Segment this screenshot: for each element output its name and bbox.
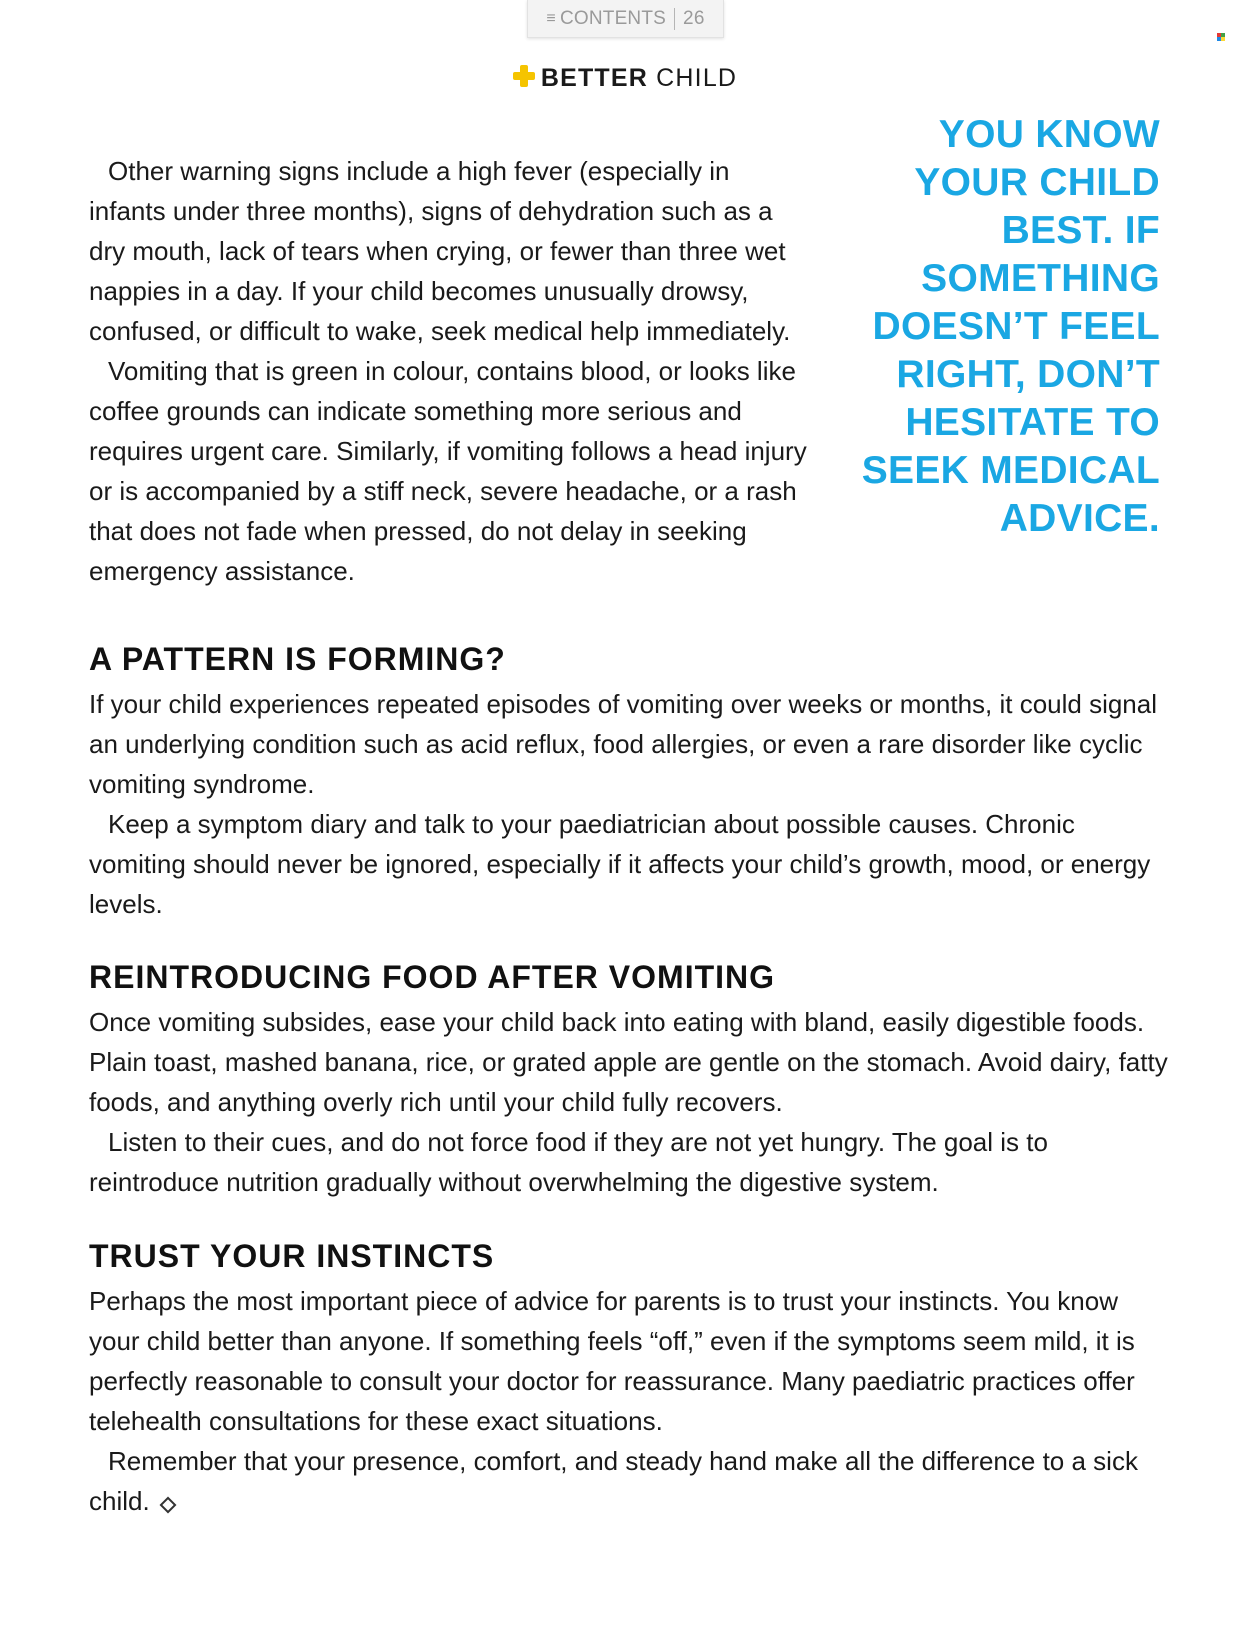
- section-paragraph: If your child experiences repeated episodes of vomiting over weeks or months, it could signal an underlying condition such as acid reflux, food allergies, or even a rare disorder like cyclic vomiting syndrome.: [89, 689, 1158, 799]
- section-paragraph-final: [89, 1441, 1169, 1521]
- contents-button[interactable]: [527, 0, 724, 38]
- pull-quote: YOU KNOW YOUR CHILD BEST. IF SOMETHING DOESN’T FEEL RIGHT, DON’T HESITATE TO SEEK MEDICAL ADVICE.: [861, 113, 1160, 540]
- section-heading: A PATTERN IS FORMING?: [89, 641, 506, 677]
- magazine-section-title: [0, 64, 1250, 93]
- intro-column: [89, 151, 809, 591]
- final-paragraph-text: Remember that your presence, comfort, and steady hand make all the difference to a sick child.: [89, 1446, 1138, 1516]
- section-pattern-forming: [89, 638, 1169, 924]
- section-heading: TRUST YOUR INSTINCTS: [89, 1238, 495, 1274]
- intro-paragraph-1: Other warning signs include a high fever (especially in infants under three months), signs of dehydration such as a dry mouth, lack of tears when crying, or fewer than three wet nappies in a day. If your child becomes unusually drowsy, confused, or difficult to wake, seek medical help immediately.: [89, 156, 791, 346]
- section-paragraph: Once vomiting subsides, ease your child back into eating with bland, easily digestible foods. Plain toast, mashed banana, rice, or grated apple are gentle on the stomach. Avoid dairy, fatty foods, and anything overly rich until your child fully recovers.: [89, 1007, 1168, 1117]
- section-paragraph: Perhaps the most important piece of advice for parents is to trust your instincts. You know your child better than anyone. If something feels “off,” even if the symptoms seem mild, it is perfectly reasonable to consult your doctor for reassurance. Many paediatric practices offer telehealth consultations for these exact situations.: [89, 1286, 1135, 1436]
- yellow-cross-icon: [513, 65, 535, 87]
- section-reintroducing-food: [89, 956, 1169, 1202]
- brand-bold-text: BETTER: [540, 64, 649, 92]
- section-paragraph: Listen to their cues, and do not force food if they are not yet hungry. The goal is to reintroduce nutrition gradually without overwhelming the digestive system.: [89, 1127, 1048, 1197]
- contents-label: CONTENTS: [559, 7, 667, 29]
- color-registration-icon: [1217, 33, 1225, 41]
- section-paragraph: Keep a symptom diary and talk to your paediatrician about possible causes. Chronic vomiting should never be ignored, especially if it affects your child’s growth, mood, or energy levels.: [89, 809, 1151, 919]
- section-trust-instincts: [89, 1235, 1169, 1521]
- page-number: 26: [683, 7, 705, 29]
- menu-icon: ≡: [546, 9, 556, 27]
- section-heading: REINTRODUCING FOOD AFTER VOMITING: [89, 959, 776, 995]
- intro-paragraph-2: Vomiting that is green in colour, contains blood, or looks like coffee grounds can indicate something more serious and requires urgent care. Similarly, if vomiting follows a head injury or is accompanied by a stiff neck, severe headache, or a rash that does not fade when pressed, do not delay in seeking emergency assistance.: [89, 356, 807, 586]
- end-of-article-icon: [160, 1497, 174, 1511]
- contents-divider: [674, 8, 675, 30]
- brand-light-text: CHILD: [648, 64, 738, 92]
